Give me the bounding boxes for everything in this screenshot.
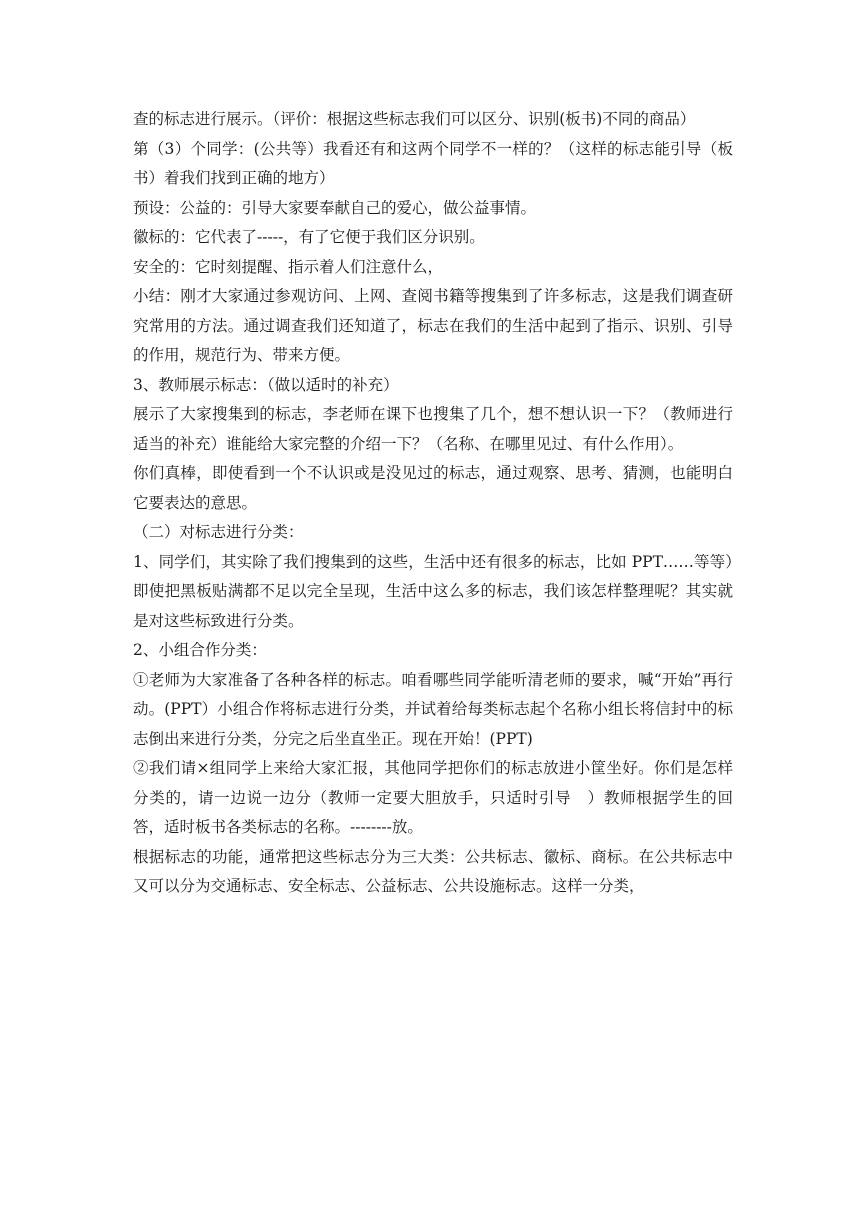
paragraph-classify-intro: 1、同学们，其实除了我们搜集到的这些，生活中还有很多的标志，比如 PPT……等等）即使把黑板贴满都不足以完全呈现，生活中这么多的标志，我们该怎样整理呢？其实就是对这些标致进行分类。: [133, 552, 733, 630]
paragraph-evaluation: 查的标志进行展示。（评价：根据这些标志我们可以区分、识别(板书)不同的商品）: [133, 110, 696, 128]
paragraph-group-work: 2、小组合作分类：: [133, 641, 267, 659]
section-heading-classify: （二）对标志进行分类：: [133, 523, 304, 541]
paragraph-praise: 你们真棒，即使看到一个不认识或是没见过的标志，通过观察、思考、猜测，也能明白它要表达的意思。: [133, 464, 733, 512]
paragraph-third-student: 第（3）个同学：(公共等）我看还有和这两个同学不一样的？（这样的标志能引导（板书）着我们找到正确的地方）: [133, 139, 733, 187]
paragraph-step-two: ②我们请×组同学上来给大家汇报，其他同学把你们的标志放进小筐坐好。你们是怎样分类的，请一边说一边分（教师一定要大胆放手，只适时引导 ）教师根据学生的回答，适时板书各类标志的名称。--------放。: [133, 759, 733, 836]
paragraph-summary: 小结：刚才大家通过参观访问、上网、查阅书籍等搜集到了许多标志，这是我们调查研究常用的方法。通过调查我们还知道了，标志在我们的生活中起到了指示、识别、引导的作用，规范行为、带来方便。: [133, 287, 733, 364]
paragraph-preset-public: 预设：公益的：引导大家要奉献自己的爱心，做公益事情。: [133, 198, 537, 217]
paragraph-teacher-collected: 展示了大家搜集到的标志，李老师在课下也搜集了几个，想不想认识一下？（教师进行适当的补充）谁能给大家完整的介绍一下？（名称、在哪里见过、有什么作用）。: [133, 405, 733, 453]
paragraph-three-categories: 根据标志的功能，通常把这些标志分为三大类：公共标志、徽标、商标。在公共标志中又可以分为交通标志、安全标志、公益标志、公共设施标志。这样一分类，: [133, 847, 733, 895]
document-body: [133, 105, 733, 902]
paragraph-teacher-shows: 3、教师展示标志：（做以适时的补充）: [133, 375, 399, 394]
paragraph-emblem: 徽标的：它代表了-----，有了它便于我们区分识别。: [133, 228, 485, 246]
paragraph-safety: 安全的：它时刻提醒、指示着人们注意什么，: [133, 257, 444, 276]
paragraph-step-one: ①老师为大家准备了各种各样的标志。咱看哪些同学能听清老师的要求，喊“开始”再行动。(PPT）小组合作将标志进行分类，并试着给每类标志起个名称小组长将信封中的标志倒出来进行分类，分完之后坐直坐正。现在开始！(PPT): [133, 670, 733, 748]
